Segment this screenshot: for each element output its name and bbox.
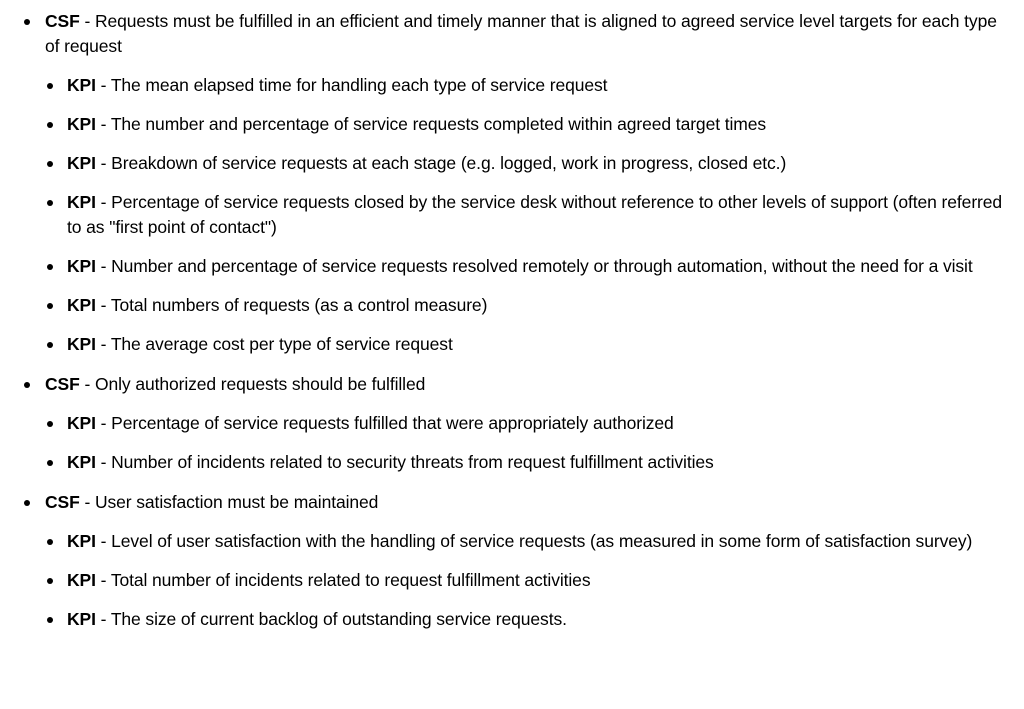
kpi-text: Level of user satisfaction with the handling of service requests (as measured in some form of satisfaction survey) [111, 531, 973, 551]
csf-tag: CSF [45, 11, 80, 31]
separator: - [95, 192, 112, 212]
bullet-icon [47, 421, 53, 427]
separator: - [95, 75, 111, 95]
kpi-tag: KPI [67, 531, 96, 551]
bullet-icon [47, 578, 53, 584]
separator: - [79, 492, 95, 512]
separator: - [95, 609, 111, 629]
kpi-list [45, 529, 1004, 632]
csf-item [0, 372, 1004, 475]
separator: - [95, 256, 112, 276]
csf-text: Requests must be fulfilled in an efficient and timely manner that is aligned to agreed service level targets for each type of request [45, 11, 997, 56]
kpi-tag: KPI [67, 75, 96, 95]
separator: - [95, 334, 111, 354]
kpi-text: Percentage of service requests fulfilled that were appropriately authorized [111, 413, 674, 433]
separator: - [95, 452, 112, 472]
kpi-item [45, 293, 1004, 318]
kpi-tag: KPI [67, 452, 96, 472]
kpi-item [45, 450, 1004, 475]
kpi-text: Number and percentage of service requests resolved remotely or through automation, without the need for a visit [111, 256, 973, 276]
separator: - [95, 570, 111, 590]
kpi-item [45, 529, 1004, 554]
kpi-tag: KPI [67, 570, 96, 590]
kpi-item [45, 568, 1004, 593]
csf-tag: CSF [45, 374, 80, 394]
separator: - [95, 114, 111, 134]
kpi-item [45, 607, 1004, 632]
bullet-icon [24, 500, 30, 506]
kpi-item [45, 254, 1004, 279]
bullet-icon [47, 122, 53, 128]
separator: - [95, 531, 112, 551]
csf-tag: CSF [45, 492, 80, 512]
kpi-text: Number of incidents related to security threats from request fulfillment activities [111, 452, 714, 472]
bullet-icon [47, 342, 53, 348]
csf-item [0, 490, 1004, 632]
kpi-tag: KPI [67, 413, 96, 433]
csf-item [0, 9, 1004, 357]
csf-text: Only authorized requests should be fulfilled [94, 374, 426, 394]
separator: - [79, 374, 95, 394]
bullet-icon [47, 460, 53, 466]
kpi-text: The size of current backlog of outstanding service requests. [110, 609, 567, 629]
bullet-icon [47, 83, 53, 89]
kpi-list [45, 411, 1004, 475]
kpi-tag: KPI [67, 295, 96, 315]
kpi-item [45, 190, 1004, 240]
kpi-text: The average cost per type of service request [110, 334, 453, 354]
kpi-text: Breakdown of service requests at each stage (e.g. logged, work in progress, closed etc.) [111, 153, 787, 173]
kpi-item [45, 411, 1004, 436]
kpi-tag: KPI [67, 192, 96, 212]
kpi-list [45, 73, 1004, 357]
bullet-icon [47, 264, 53, 270]
separator: - [95, 413, 112, 433]
kpi-tag: KPI [67, 153, 96, 173]
kpi-item [45, 332, 1004, 357]
separator: - [79, 11, 95, 31]
kpi-tag: KPI [67, 114, 96, 134]
bullet-icon [24, 382, 30, 388]
bullet-icon [47, 200, 53, 206]
kpi-tag: KPI [67, 256, 96, 276]
kpi-text: The mean elapsed time for handling each type of service request [110, 75, 608, 95]
csf-list [0, 9, 1004, 632]
kpi-tag: KPI [67, 334, 96, 354]
kpi-item [45, 73, 1004, 98]
kpi-text: Percentage of service requests closed by the service desk without reference to other levels of support (often referred to as "first point of contact") [67, 192, 1003, 237]
kpi-text: Total number of incidents related to request fulfillment activities [110, 570, 591, 590]
bullet-icon [47, 161, 53, 167]
separator: - [95, 153, 112, 173]
bullet-icon [47, 303, 53, 309]
csf-text: User satisfaction must be maintained [94, 492, 379, 512]
kpi-text: The number and percentage of service requests completed within agreed target times [110, 114, 767, 134]
bullet-icon [47, 539, 53, 545]
bullet-icon [24, 19, 30, 25]
bullet-icon [47, 617, 53, 623]
kpi-item [45, 112, 1004, 137]
separator: - [95, 295, 111, 315]
kpi-item [45, 151, 1004, 176]
kpi-tag: KPI [67, 609, 96, 629]
kpi-text: Total numbers of requests (as a control measure) [110, 295, 488, 315]
